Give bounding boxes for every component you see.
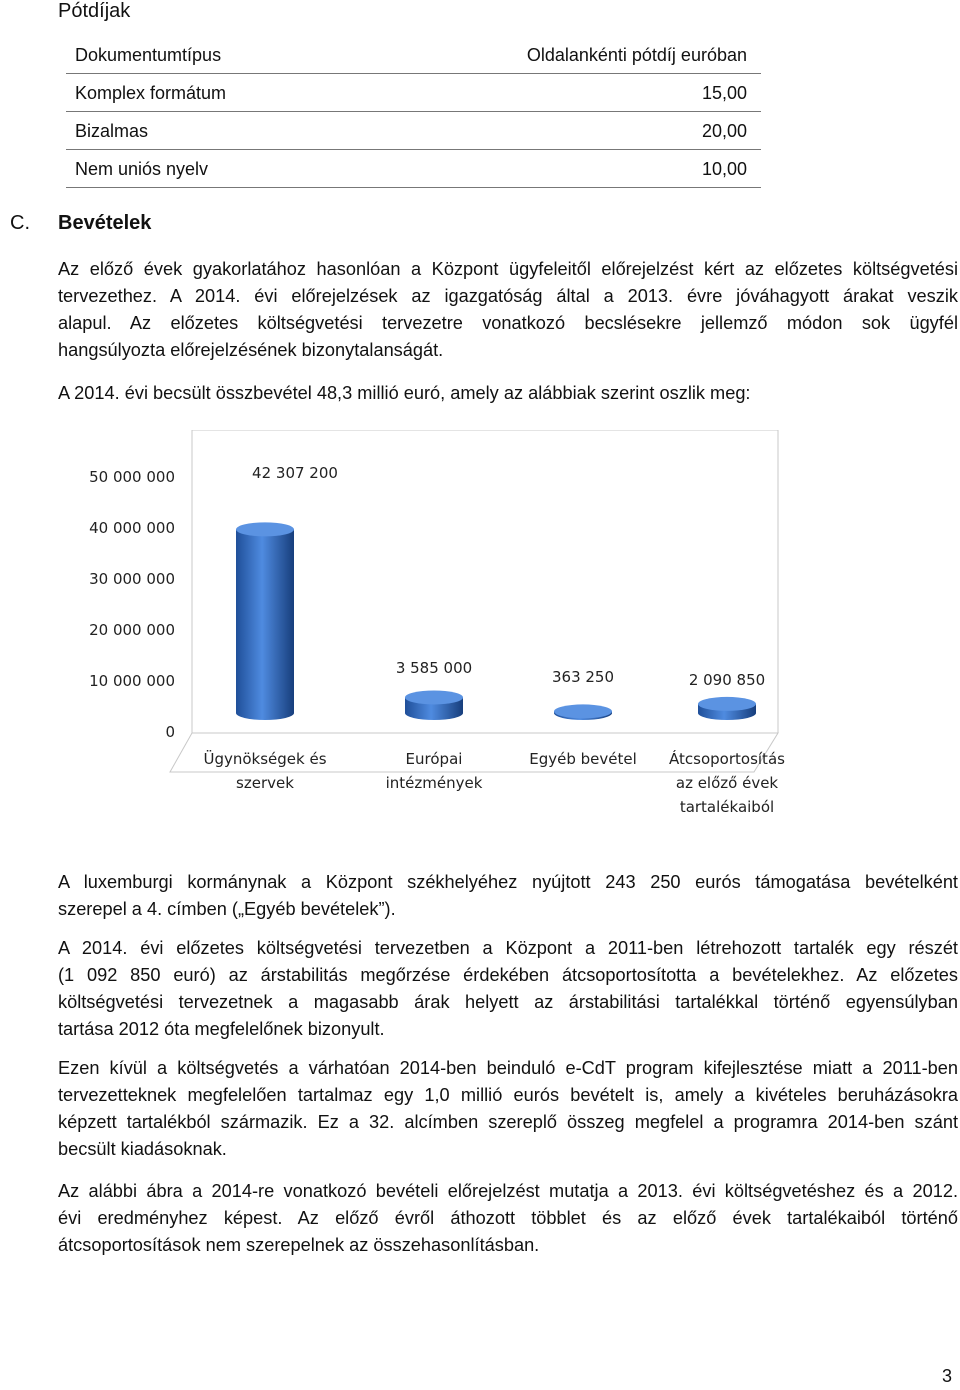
text-line: Ezen kívül a költségvetés a várhatóan 2014-ben beinduló e-CdT program kifejlesztése miatt a 2011-ben xyxy=(58,1058,958,1078)
text-line: szerepel a 4. címben („Egyéb bevételek”). xyxy=(58,899,396,919)
table-cell: Bizalmas xyxy=(75,121,149,141)
y-tick-label: 0 xyxy=(165,723,175,741)
x-tick-label: Európai xyxy=(405,750,463,768)
text-line: becsült kiadásoknak. xyxy=(58,1139,227,1159)
table-row xyxy=(66,113,761,150)
revenue-chart xyxy=(0,430,960,830)
y-tick-label: 30 000 000 xyxy=(89,570,175,588)
data-label: 3 585 000 xyxy=(395,659,473,677)
x-tick-label: szervek xyxy=(236,774,294,792)
text-line: költségvetési tervezetnek a magasabb árak helyett az árstabilitási tartalékkal történő egyensúlyban xyxy=(58,992,958,1012)
table-cell: 10,00 xyxy=(701,159,747,179)
y-tick-label: 10 000 000 xyxy=(89,672,175,690)
paragraph-3 xyxy=(58,869,958,923)
y-tick-label: 20 000 000 xyxy=(89,621,175,639)
text-line: átcsoportosítások nem szerepelnek az összehasonlításban. xyxy=(58,1235,540,1255)
y-tick-label: 50 000 000 xyxy=(89,468,175,486)
text-line: A luxemburgi kormánynak a Központ székhelyéhez nyújtott 243 250 eurós támogatása bevételként xyxy=(58,872,958,892)
paragraph-1 xyxy=(58,256,958,364)
text-line: tervezetteknek megfelelően tartalmaz egy 1,0 millió eurós bevételt is, amely a kivételes beruházásokra xyxy=(58,1085,958,1105)
text-line: hangsúlyozta előrejelzésének bizonytalanságát. xyxy=(58,340,444,360)
table-cell: Nem uniós nyelv xyxy=(75,159,209,179)
paragraph-5 xyxy=(58,1055,958,1163)
x-tick-label: Egyéb bevétel xyxy=(529,750,637,768)
text-line: A 2014. évi előzetes költségvetési tervezetben a Központ a 2011-ben létrehozott tartalék egy részét xyxy=(58,938,958,958)
text-line: Az alábbi ábra a 2014-re vonatkozó bevételi előrejelzést mutatja a 2013. évi költségvetéshez és a 2012. xyxy=(58,1181,958,1201)
text-line: Az előző évek gyakorlatához hasonlóan a Központ ügyfeleitől előrejelzést kért az előzetes költségvetési xyxy=(58,259,958,279)
text-line: A 2014. évi becsült összbevétel 48,3 millió euró, amely az alábbiak szerint oszlik meg: xyxy=(58,383,751,403)
table-cell: Dokumentumtípus xyxy=(75,45,222,65)
x-tick-label: tartalékaiból xyxy=(679,798,775,816)
x-tick-label: Átcsoportosítás xyxy=(669,750,785,768)
bar-top xyxy=(554,704,612,718)
paragraph-6 xyxy=(58,1178,958,1259)
bar-top xyxy=(405,690,463,704)
text-line: tartása 2012 óta megfelelőnek bizonyult. xyxy=(58,1019,385,1039)
bar-top xyxy=(698,697,756,711)
table-cell: 20,00 xyxy=(701,121,747,141)
section-letter: C. xyxy=(10,212,30,234)
text-line: képzett tartalékból származik. Ez a 32. alcímben szereplő összeg megfelel a programra 2014-ben szánt xyxy=(58,1112,958,1132)
bar-top xyxy=(236,522,294,536)
data-label: 363 250 xyxy=(551,668,615,686)
paragraph-4 xyxy=(58,935,958,1043)
text-line: tervezethez. A 2014. évi előrejelzések az igazgatóság által a 2013. évre jóváhagyott árakat veszik xyxy=(58,286,958,306)
data-label: 42 307 200 xyxy=(252,464,338,482)
page-number: 3 xyxy=(941,1366,952,1386)
y-tick-label: 40 000 000 xyxy=(89,519,175,537)
table-cell: Komplex formátum xyxy=(75,83,227,103)
text-line: (1 092 850 euró) az árstabilitás megőrzése érdekében átcsoportosította a bevételekhez. Az előzetes xyxy=(58,965,958,985)
data-label: 2 090 850 xyxy=(688,671,766,689)
fee-table-header xyxy=(66,37,761,74)
bar-cylinder xyxy=(236,529,294,720)
table-cell: Oldalankénti pótdíj euróban xyxy=(526,45,747,65)
x-tick-label: intézmények xyxy=(385,774,483,792)
text-line: alapul. Az előzetes költségvetési tervezetre vonatkozó becslésekre jellemző módon sok ügyfél xyxy=(58,313,958,333)
x-tick-label: az előző évek xyxy=(675,774,779,792)
heading-potdijak: Pótdíjak xyxy=(58,0,131,22)
paragraph-2 xyxy=(58,380,958,407)
text-line: évi eredményhez képest. Az előző évről áthozott többlet és az előző évek tartalékaiból történő xyxy=(58,1208,958,1228)
table-cell: 15,00 xyxy=(701,83,747,103)
section-title: Bevételek xyxy=(58,212,152,234)
x-tick-label: Ügynökségek és xyxy=(203,750,327,768)
table-row xyxy=(66,75,761,112)
table-row xyxy=(66,151,761,188)
